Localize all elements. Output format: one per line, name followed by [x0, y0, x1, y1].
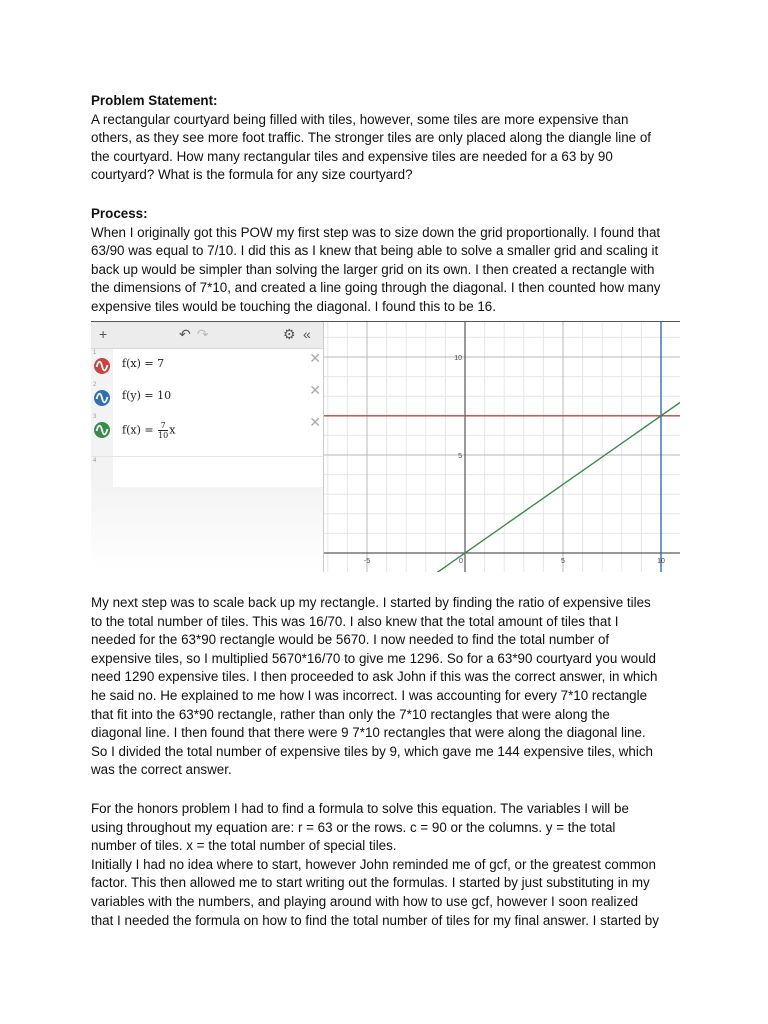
graph-plot[interactable]: [324, 322, 680, 572]
grid-minor: [324, 322, 680, 572]
text-line: to the total number of tiles. This was 16/70. I also knew that the total amount of tiles that I: [91, 613, 619, 629]
fraction: [158, 421, 168, 440]
text-line: So I divided the total number of expensive tiles by 9, which gave me 144 expensive tiles, which: [91, 743, 653, 759]
y-tick-label: 10: [454, 355, 462, 362]
fraction-denominator: 10: [158, 431, 169, 440]
expression-gutter: [91, 413, 113, 456]
text-line: the courtyard. How many rectangular tiles and expensive tiles are needed for a 63 by 90: [91, 148, 613, 164]
text-line: was the correct answer.: [91, 762, 232, 778]
axes: [324, 322, 680, 572]
formula-lhs: f(x) =: [122, 423, 158, 437]
expression-number: 2: [93, 382, 97, 388]
expression-number: 1: [93, 350, 97, 356]
delete-expression-icon[interactable]: ✕: [309, 414, 321, 430]
expression-row[interactable]: [91, 413, 323, 457]
formula-rhs: x: [169, 423, 176, 437]
text-line: he said no. He explained to me how I was incorrect. I was accounting for every 7*10 rectangle: [91, 687, 648, 703]
text-line: needed for the 63*90 rectangle would be 5670. I now needed to find the total number of: [91, 632, 610, 648]
problem-statement-heading: Problem Statement:: [91, 93, 218, 108]
text-line: 63/90 was equal to 7/10. I did this as I knew that being able to solve a smaller grid and scaling it: [91, 243, 659, 259]
honors-section: [91, 800, 691, 930]
text-line: back up would be simpler than solving the larger grid on its own. I then created a rectangle with: [91, 261, 655, 277]
text-line: A rectangular courtyard being filled with tiles, however, some tiles are more expensive than: [91, 111, 629, 127]
text-line: others, as they see more foot traffic. The stronger tiles are only placed along the diangle line of: [91, 130, 652, 146]
expression-toolbar: [91, 322, 323, 349]
text-line: courtyard? What is the formula for any size courtyard?: [91, 167, 413, 183]
graph-canvas[interactable]: [323, 322, 680, 572]
expression-formula[interactable]: f(x) = 7: [122, 357, 165, 370]
fraction-numerator: 7: [158, 421, 168, 431]
text-line: that I needed the formula on how to find the total number of tiles for my final answer. I started by: [91, 912, 659, 928]
scaling-section: [91, 594, 691, 780]
redo-icon[interactable]: ↷: [197, 326, 209, 342]
expression-row[interactable]: [91, 349, 323, 382]
x-tick-label: 5: [561, 558, 565, 565]
text-line: When I originally got this POW my first step was to size down the grid proportionally. I found that: [91, 224, 661, 240]
text-line: factor. This then allowed me to start writing out the formulas. I started by just substituting in my: [91, 875, 650, 891]
text-line: the dimensions of 7*10, and created a line going through the diagonal. I then counted how many: [91, 280, 661, 296]
collapse-panel-icon[interactable]: «: [303, 326, 311, 342]
expression-formula[interactable]: f(y) = 10: [122, 389, 172, 402]
text-line: need 1290 expensive tiles. I then proceeded to ask John if this was the correct answer, in which: [91, 669, 658, 685]
series-layer: [324, 322, 680, 572]
expression-gutter: [91, 457, 113, 487]
delete-expression-icon[interactable]: ✕: [309, 350, 321, 366]
process-heading: Process:: [91, 206, 148, 221]
text-line: expensive tiles would be touching the diagonal. I found this to be 16.: [91, 298, 496, 314]
text-line: My next step was to scale back up my rectangle. I started by finding the ratio of expensive tiles: [91, 595, 651, 610]
expression-gutter: [91, 381, 113, 413]
text-line: variables with the numbers, and playing around with how to use gcf, however I soon realized: [91, 893, 639, 909]
expression-gutter: [91, 349, 113, 381]
expression-number: 3: [93, 414, 97, 420]
undo-icon[interactable]: ↶: [179, 326, 191, 342]
problem-statement-section: [91, 92, 691, 185]
expression-formula[interactable]: [122, 421, 175, 440]
text-line: using throughout my equation are: r = 63 or the rows. c = 90 or the columns. y = the total: [91, 819, 616, 835]
y-tick-label: 5: [458, 453, 462, 460]
text-line: For the honors problem I had to find a formula to solve this equation. The variables I will be: [91, 801, 629, 816]
panel-background: [91, 487, 323, 572]
process-section: [91, 205, 691, 317]
add-expression-icon[interactable]: +: [99, 326, 108, 342]
delete-expression-icon[interactable]: ✕: [309, 382, 321, 398]
expression-number: 4: [93, 458, 97, 464]
empty-expression-row[interactable]: [91, 457, 323, 487]
text-line: number of tiles. x = the total number of special tiles.: [91, 838, 397, 854]
x-tick-label: -5: [363, 558, 371, 565]
text-line: Initially I had no idea where to start, however John reminded me of gcf, or the greatest common: [91, 856, 656, 872]
settings-gear-icon[interactable]: ⚙: [283, 326, 296, 342]
text-line: diagonal line. I then found that there were 9 7*10 rectangles that were along the diagonal line.: [91, 725, 646, 741]
expression-row[interactable]: [91, 381, 323, 414]
expression-panel: [91, 322, 323, 572]
x-tick-label: 0: [459, 558, 463, 565]
grid-major: [324, 322, 680, 572]
wave-icon[interactable]: [93, 389, 111, 407]
text-line: expensive tiles, so I multiplied 5670*16/70 to give me 1296. So for a 63*90 courtyard you would: [91, 650, 656, 666]
wave-icon[interactable]: [93, 421, 111, 439]
graphing-calculator-screenshot: [91, 321, 680, 572]
text-line: that fit into the 63*90 rectangle, rather than only the 7*10 rectangles that were along the: [91, 706, 610, 722]
wave-icon[interactable]: [93, 357, 111, 375]
x-tick-label: 10: [657, 558, 665, 565]
